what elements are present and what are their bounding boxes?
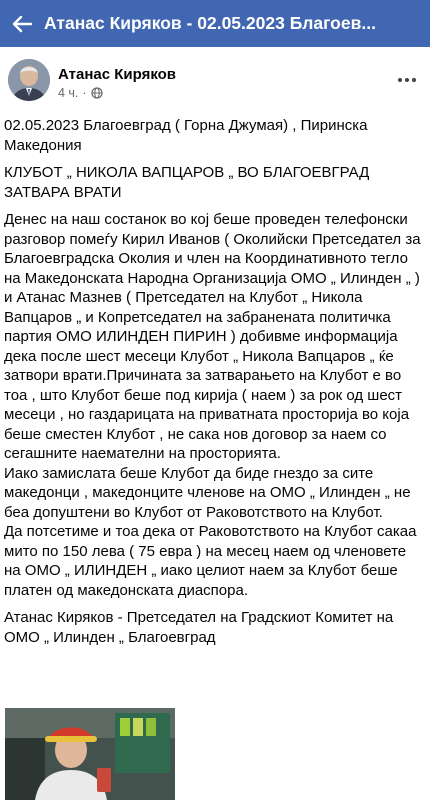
more-dots-icon bbox=[398, 78, 402, 82]
page-title: Атанас Киряков - 02.05.2023 Благоев... bbox=[44, 13, 376, 33]
more-dot bbox=[405, 78, 409, 82]
post-body bbox=[4, 116, 426, 647]
spacer bbox=[4, 202, 426, 210]
post-paragraph: Атанас Киряков - Претседател на Градскиот Комитет на ОМО „ Илинден „ Благоевград bbox=[4, 609, 394, 646]
top-bar bbox=[0, 0, 430, 47]
post-paragraph: КЛУБОТ „ НИКОЛА ВАПЦАРОВ „ ВО БЛАГОЕВГРАД ЗАТВАРА ВРАТИ bbox=[4, 164, 370, 201]
post-paragraph: Денес на наш состанок во кој беше проведен телефонски разговор помеѓу Кирил Иванов ( Околийски Претседател за Благоевградска Околия и член на Координативното тегло на Македонската Народна Организација ОМО „ Илинден „ ) и Атанас Мазнев ( Претседател на Клубот „ Никола Вапцаров „ и Копретседател на забранената политичка партия ОМО ИЛИНДЕН ПИРИН ) добивме информација дека после шест месеци Клубот „ Никола Вапцаров „ ќе затвори врати.Причината за затварањето на Клубот е во тоа , што Клубот беше под кирија ( наем ) за рок од шест месеци , но газдарицата на приватната просторија во која беше сместен Клубот , не сака нов договор за наем со сегашните наемателни на просторията. bbox=[4, 211, 421, 462]
spacer bbox=[4, 155, 426, 163]
photo-image bbox=[5, 708, 175, 800]
post-paragraph: 02.05.2023 Благоевград ( Горна Джумая) , Пиринска Македония bbox=[4, 117, 368, 154]
back-button[interactable] bbox=[0, 0, 44, 47]
globe-icon bbox=[91, 87, 103, 99]
back-arrow-icon bbox=[12, 15, 32, 33]
post-meta bbox=[58, 86, 103, 100]
author-name[interactable]: Атанас Киряков bbox=[58, 66, 177, 83]
more-dot bbox=[412, 78, 416, 82]
more-options-button[interactable] bbox=[394, 70, 420, 90]
post-paragraph: Иако замислата беше Клубот да биде гнездо за сите македонци , македонците членове на ОМО „ Илинден „ не беа допуштени во Клубот от Раковотството на Клубот. bbox=[4, 464, 411, 521]
avatar[interactable] bbox=[8, 59, 50, 101]
spacer bbox=[4, 600, 426, 608]
avatar-image bbox=[8, 59, 50, 101]
post-paragraph: Да потсетиме и тоа дека от Раковотството на Клубот сакаа мито по 150 лева ( 75 евра ) на месец наем од членовете на ОМО „ ИЛИНДЕН „ иако целиот наем за Клубот беше платен од македонската диаспора. bbox=[4, 523, 417, 599]
separator: · bbox=[82, 86, 87, 100]
post-time[interactable]: 4 ч. bbox=[58, 86, 79, 100]
post-header bbox=[0, 56, 430, 112]
post-photo[interactable] bbox=[5, 708, 175, 800]
